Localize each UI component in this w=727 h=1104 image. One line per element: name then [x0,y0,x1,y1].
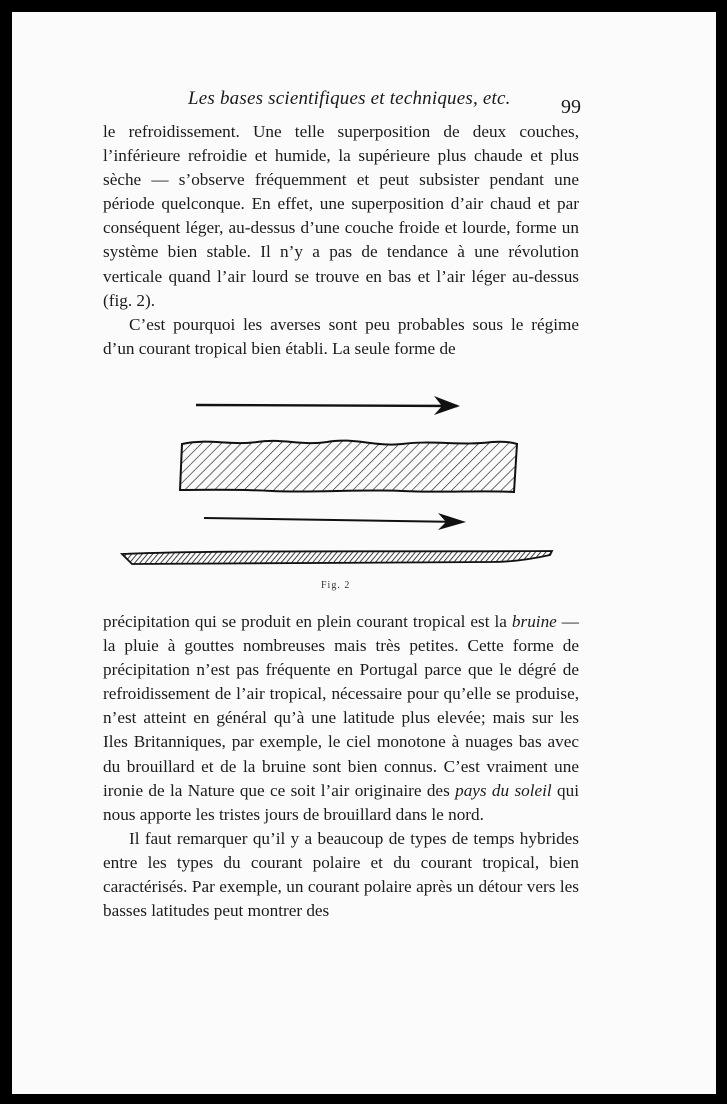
paragraph-3-part-b: — la pluie à gouttes nombreuses mais très petites. Cette forme de précipitation n’est pas fréquente en Portugal parce que le dégré de refroidissement de l’air tropical, nécessaire pour qu’elle se produise, n’est atteint en général qu’à une latitude plus elevée; mais sur les Iles Britanniques, par exemple, le ciel monotone à nuages bas avec du brouillard et de la bruine sont bien connus. C’est vraiment une ironie de la Nature que ce soit l’air originaire des [103,612,579,800]
lower-air-arrow [204,513,466,530]
text-block-lower [103,610,579,923]
ground-surface [122,551,552,564]
paragraph-2: C’est pourquoi les averses sont peu probables sous le régime d’un courant tropical bien établi. La seule forme de [103,314,579,358]
paragraph-3-part-c: qui nous apporte les tristes jours de brouillard dans le nord. [103,780,580,824]
emphasis-pays-du-soleil: pays du soleil [455,780,552,800]
figure-2-diagram [112,384,572,584]
paragraph-3 [103,610,579,827]
paragraph-4: Il faut remarquer qu’il y a beaucoup de types de temps hybrides entre les types du courant polaire et du courant tropical, bien caractérisés. Par exemple, un courant polaire après un détour vers les basses latitudes peut montrer des [103,828,579,921]
figure-2 [112,384,572,599]
page-number: 99 [561,96,581,118]
warm-air-layer [180,441,517,492]
text-block-upper [103,120,579,361]
page-header [12,86,716,116]
running-title: Les bases scientifiques et techniques, etc. [188,88,511,109]
paragraph-1: le refroidissement. Une telle superposition de deux couches, l’inférieure refroidie et humide, la supérieure plus chaude et plus sèche — s’observe fréquemment et peut subsister pendant une période quelconque. En effet, une superposition d’air chaud et par conséquent léger, au-dessus d’une couche froide et lourde, forme un système bien stable. Il n’y a pas de tendance à une révolution verticale quand l’air lourd se trouve en bas et l’air léger au-dessus (fig. 2). [103,122,579,310]
figure-caption: Fig. 2 [321,580,351,591]
upper-air-arrow [196,396,460,415]
emphasis-bruine: bruine [511,612,557,631]
book-page [12,12,716,1094]
paragraph-3-part-a: précipitation qui se produit en plein courant tropical est la [103,612,512,631]
